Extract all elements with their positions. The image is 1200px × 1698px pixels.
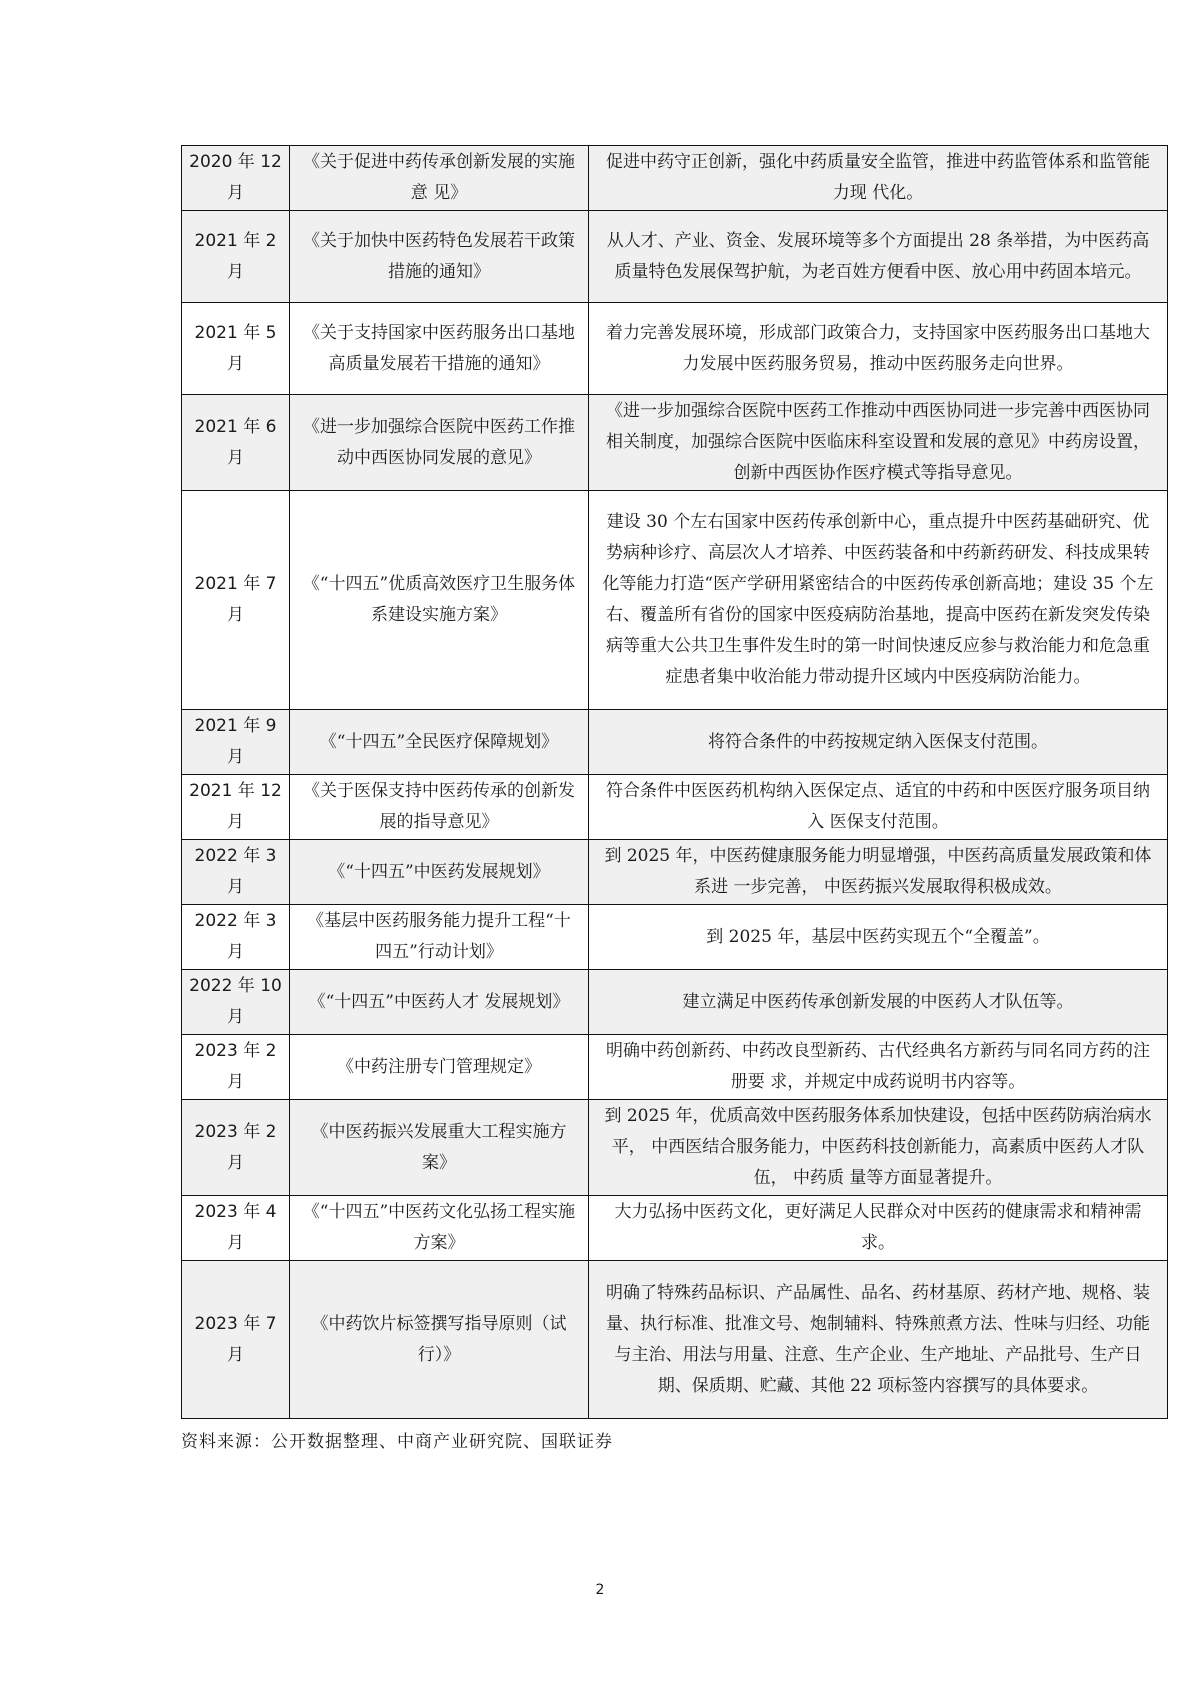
source-note: 资料来源：公开数据整理、中商产业研究院、国联证券 <box>181 1432 613 1452</box>
table-row <box>182 303 1168 395</box>
policy-name-cell: 《中医药振兴发展重大工程实施方案》 <box>290 1100 589 1196</box>
policy-content-cell: 大力弘扬中医药文化，更好满足人民群众对中医药的健康需求和精神需求。 <box>589 1196 1168 1261</box>
table-row <box>182 211 1168 303</box>
date-cell: 2021 年 5 月 <box>182 303 290 395</box>
policy-name-cell: 《“十四五”中医药文化弘扬工程实施方案》 <box>290 1196 589 1261</box>
policy-content-cell: 符合条件中医医药机构纳入医保定点、适宜的中药和中医医疗服务项目纳入 医保支付范围。 <box>589 775 1168 840</box>
table-row <box>182 840 1168 905</box>
policy-name-cell: 《关于加快中医药特色发展若干政策措施的通知》 <box>290 211 589 303</box>
policy-content-cell: 建立满足中医药传承创新发展的中医药人才队伍等。 <box>589 970 1168 1035</box>
table-row <box>182 905 1168 970</box>
policy-content-cell: 建设 30 个左右国家中医药传承创新中心，重点提升中医药基础研究、优势病种诊疗、高层次人才培养、中医药装备和中药新药研发、科技成果转化等能力打造“医产学研用紧密结合的中医药传承创新高地；建设 35 个左右、覆盖所有省份的国家中医疫病防治基地，提高中医药在新发突发传染病等重大公共卫生事件发生时的第一时间快速反应参与救治能力和危急重症患者集中收治能力带动提升区域内中医疫病防治能力。 <box>589 491 1168 710</box>
table-row <box>182 710 1168 775</box>
date-cell: 2021 年 12 月 <box>182 775 290 840</box>
table-row <box>182 1261 1168 1419</box>
date-cell: 2023 年 2 月 <box>182 1035 290 1100</box>
policy-name-cell: 《进一步加强综合医院中医药工作推动中西医协同发展的意见》 <box>290 395 589 491</box>
policy-content-cell: 着力完善发展环境，形成部门政策合力，支持国家中医药服务出口基地大力发展中医药服务贸易，推动中医药服务走向世界。 <box>589 303 1168 395</box>
policy-name-cell: 《基层中医药服务能力提升工程“十四五”行动计划》 <box>290 905 589 970</box>
date-cell: 2022 年 10 月 <box>182 970 290 1035</box>
policy-content-cell: 明确了特殊药品标识、产品属性、品名、药材基原、药材产地、规格、装量、执行标准、批准文号、炮制辅料、特殊煎煮方法、性味与归经、功能与主治、用法与用量、注意、生产企业、生产地址、产品批号、生产日期、保质期、贮藏、其他 22 项标签内容撰写的具体要求。 <box>589 1261 1168 1419</box>
policy-name-cell: 《中药饮片标签撰写指导原则（试行）》 <box>290 1261 589 1419</box>
date-cell: 2022 年 3 月 <box>182 905 290 970</box>
table-row <box>182 146 1168 211</box>
table-row <box>182 775 1168 840</box>
table-row <box>182 1100 1168 1196</box>
table-row <box>182 491 1168 710</box>
policy-name-cell: 《中药注册专门管理规定》 <box>290 1035 589 1100</box>
policy-name-cell: 《关于医保支持中医药传承的创新发展的指导意见》 <box>290 775 589 840</box>
policy-content-cell: 将符合条件的中药按规定纳入医保支付范围。 <box>589 710 1168 775</box>
page-number: 2 <box>595 1582 605 1598</box>
policy-name-cell: 《关于促进中药传承创新发展的实施意 见》 <box>290 146 589 211</box>
table-row <box>182 395 1168 491</box>
date-cell: 2021 年 9 月 <box>182 710 290 775</box>
policy-table <box>181 145 1168 1419</box>
date-cell: 2020 年 12 月 <box>182 146 290 211</box>
policy-content-cell: 促进中药守正创新，强化中药质量安全监管，推进中药监管体系和监管能力现 代化。 <box>589 146 1168 211</box>
policy-content-cell: 《进一步加强综合医院中医药工作推动中西医协同进一步完善中西医协同相关制度，加强综合医院中医临床科室设置和发展的意见》中药房设置，创新中西医协作医疗模式等指导意见。 <box>589 395 1168 491</box>
date-cell: 2023 年 2 月 <box>182 1100 290 1196</box>
policy-name-cell: 《“十四五”中医药发展规划》 <box>290 840 589 905</box>
policy-name-cell: 《“十四五”中医药人才 发展规划》 <box>290 970 589 1035</box>
table-row <box>182 1196 1168 1261</box>
policy-name-cell: 《“十四五”优质高效医疗卫生服务体系建设实施方案》 <box>290 491 589 710</box>
policy-content-cell: 到 2025 年，中医药健康服务能力明显增强，中医药高质量发展政策和体系进 一步完善， 中医药振兴发展取得积极成效。 <box>589 840 1168 905</box>
date-cell: 2021 年 7 月 <box>182 491 290 710</box>
policy-content-cell: 从人才、产业、资金、发展环境等多个方面提出 28 条举措，为中医药高质量特色发展保驾护航，为老百姓方便看中医、放心用中药固本培元。 <box>589 211 1168 303</box>
table-row <box>182 1035 1168 1100</box>
date-cell: 2021 年 6 月 <box>182 395 290 491</box>
policy-content-cell: 到 2025 年，基层中医药实现五个“全覆盖”。 <box>589 905 1168 970</box>
policy-name-cell: 《关于支持国家中医药服务出口基地高质量发展若干措施的通知》 <box>290 303 589 395</box>
policy-content-cell: 明确中药创新药、中药改良型新药、古代经典名方新药与同名同方药的注册要 求，并规定中成药说明书内容等。 <box>589 1035 1168 1100</box>
date-cell: 2023 年 7 月 <box>182 1261 290 1419</box>
date-cell: 2023 年 4 月 <box>182 1196 290 1261</box>
date-cell: 2021 年 2 月 <box>182 211 290 303</box>
policy-content-cell: 到 2025 年，优质高效中医药服务体系加快建设，包括中医药防病治病水平， 中西医结合服务能力，中医药科技创新能力，高素质中医药人才队伍， 中药质 量等方面显著提升。 <box>589 1100 1168 1196</box>
table-row <box>182 970 1168 1035</box>
policy-name-cell: 《“十四五”全民医疗保障规划》 <box>290 710 589 775</box>
date-cell: 2022 年 3 月 <box>182 840 290 905</box>
